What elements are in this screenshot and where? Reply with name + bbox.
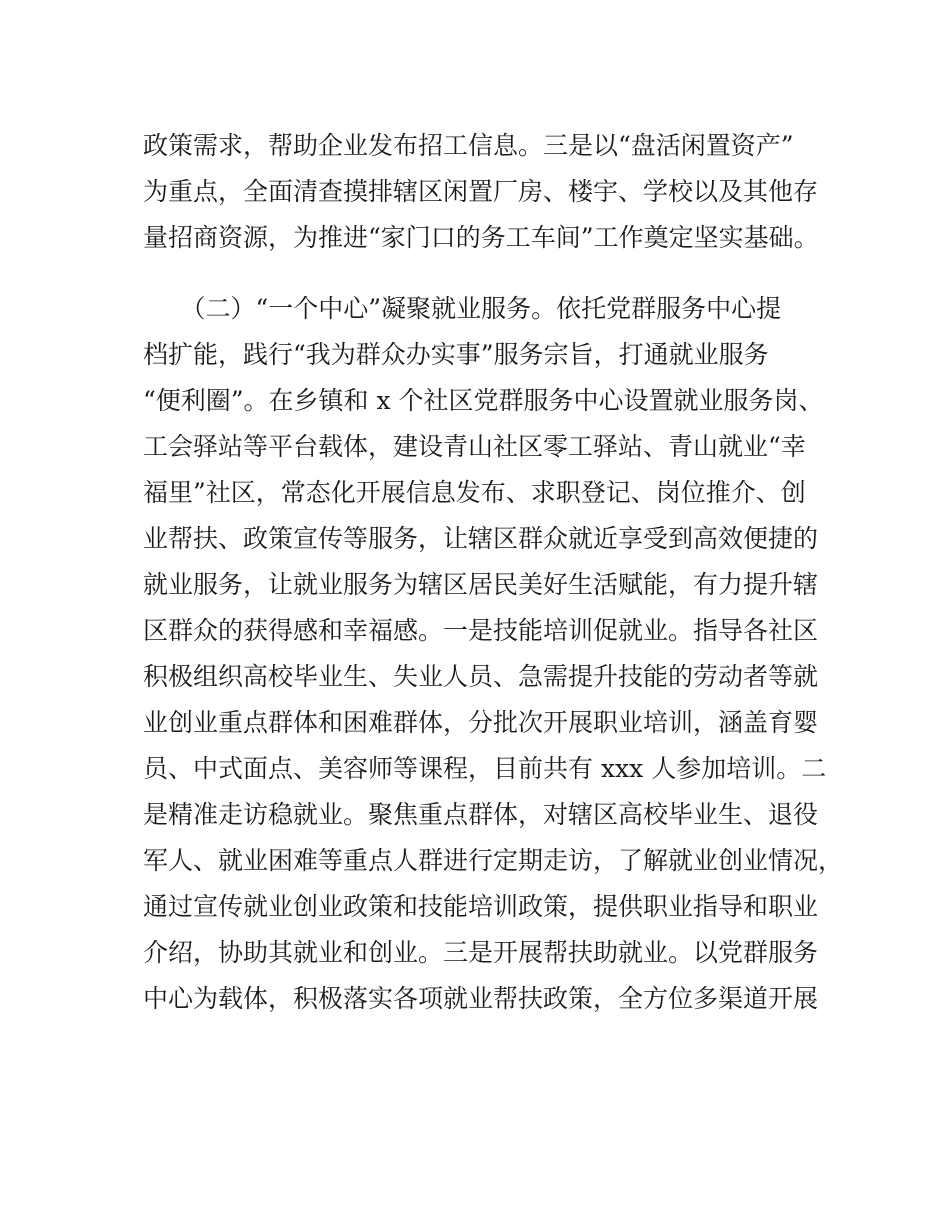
paragraph-line: 是精准走访稳就业。聚焦重点群体，对辖区高校毕业生、退役 xyxy=(143,800,819,829)
paragraph-line: 量招商资源，为推进“家门口的务工车间”工作奠定坚实基础。 xyxy=(143,223,819,252)
paragraph-line: （二）“一个中心”凝聚就业服务。依托党群服务中心提 xyxy=(143,294,782,323)
paragraph-line: 就业服务，让就业服务为辖区居民美好生活赋能，有力提升辖 xyxy=(143,570,819,599)
paragraph-line: 工会驿站等平台载体，建设青山社区零工驿站、青山就业“幸 xyxy=(143,432,806,461)
paragraph-line: 员、中式面点、美容师等课程，目前共有 xxx 人参加培训。二 xyxy=(143,754,827,783)
paragraph-line: 中心为载体，积极落实各项就业帮扶政策，全方位多渠道开展 xyxy=(143,984,819,1013)
paragraph-line: 区群众的获得感和幸福感。一是技能培训促就业。指导各社区 xyxy=(143,616,819,645)
paragraph-section-2 xyxy=(143,286,844,1068)
paragraph-line: 通过宣传就业创业政策和技能培训政策，提供职业指导和职业 xyxy=(143,892,819,921)
paragraph-line xyxy=(143,1022,823,1068)
paragraph-continued xyxy=(143,123,823,261)
paragraph-line: 介绍，协助其就业和创业。三是开展帮扶助就业。以党群服务 xyxy=(143,938,819,967)
paragraph-line: 业创业重点群体和困难群体，分批次开展职业培训，涵盖育婴 xyxy=(143,708,819,737)
paragraph-line: 积极组织高校毕业生、失业人员、急需提升技能的劳动者等就 xyxy=(143,662,819,691)
paragraph-line: 为重点，全面清查摸排辖区闲置厂房、楼宇、学校以及其他存 xyxy=(143,177,819,206)
paragraph-line: 业帮扶、政策宣传等服务，让辖区群众就近享受到高效便捷的 xyxy=(143,524,819,553)
paragraph-line: 档扩能，践行“我为群众办实事”服务宗旨，打通就业服务 xyxy=(143,340,769,369)
paragraph-line: 福里”社区，常态化开展信息发布、求职登记、岗位推介、创 xyxy=(143,478,806,507)
paragraph-line: “便利圈”。在乡镇和 x 个社区党群服务中心设置就业服务岗、 xyxy=(143,386,824,415)
paragraph-line: 政策需求，帮助企业发布招工信息。三是以“盘活闲置资产” xyxy=(143,131,794,160)
paragraph-line: 军人、就业困难等重点人群进行定期走访，了解就业创业情况， xyxy=(143,846,844,875)
